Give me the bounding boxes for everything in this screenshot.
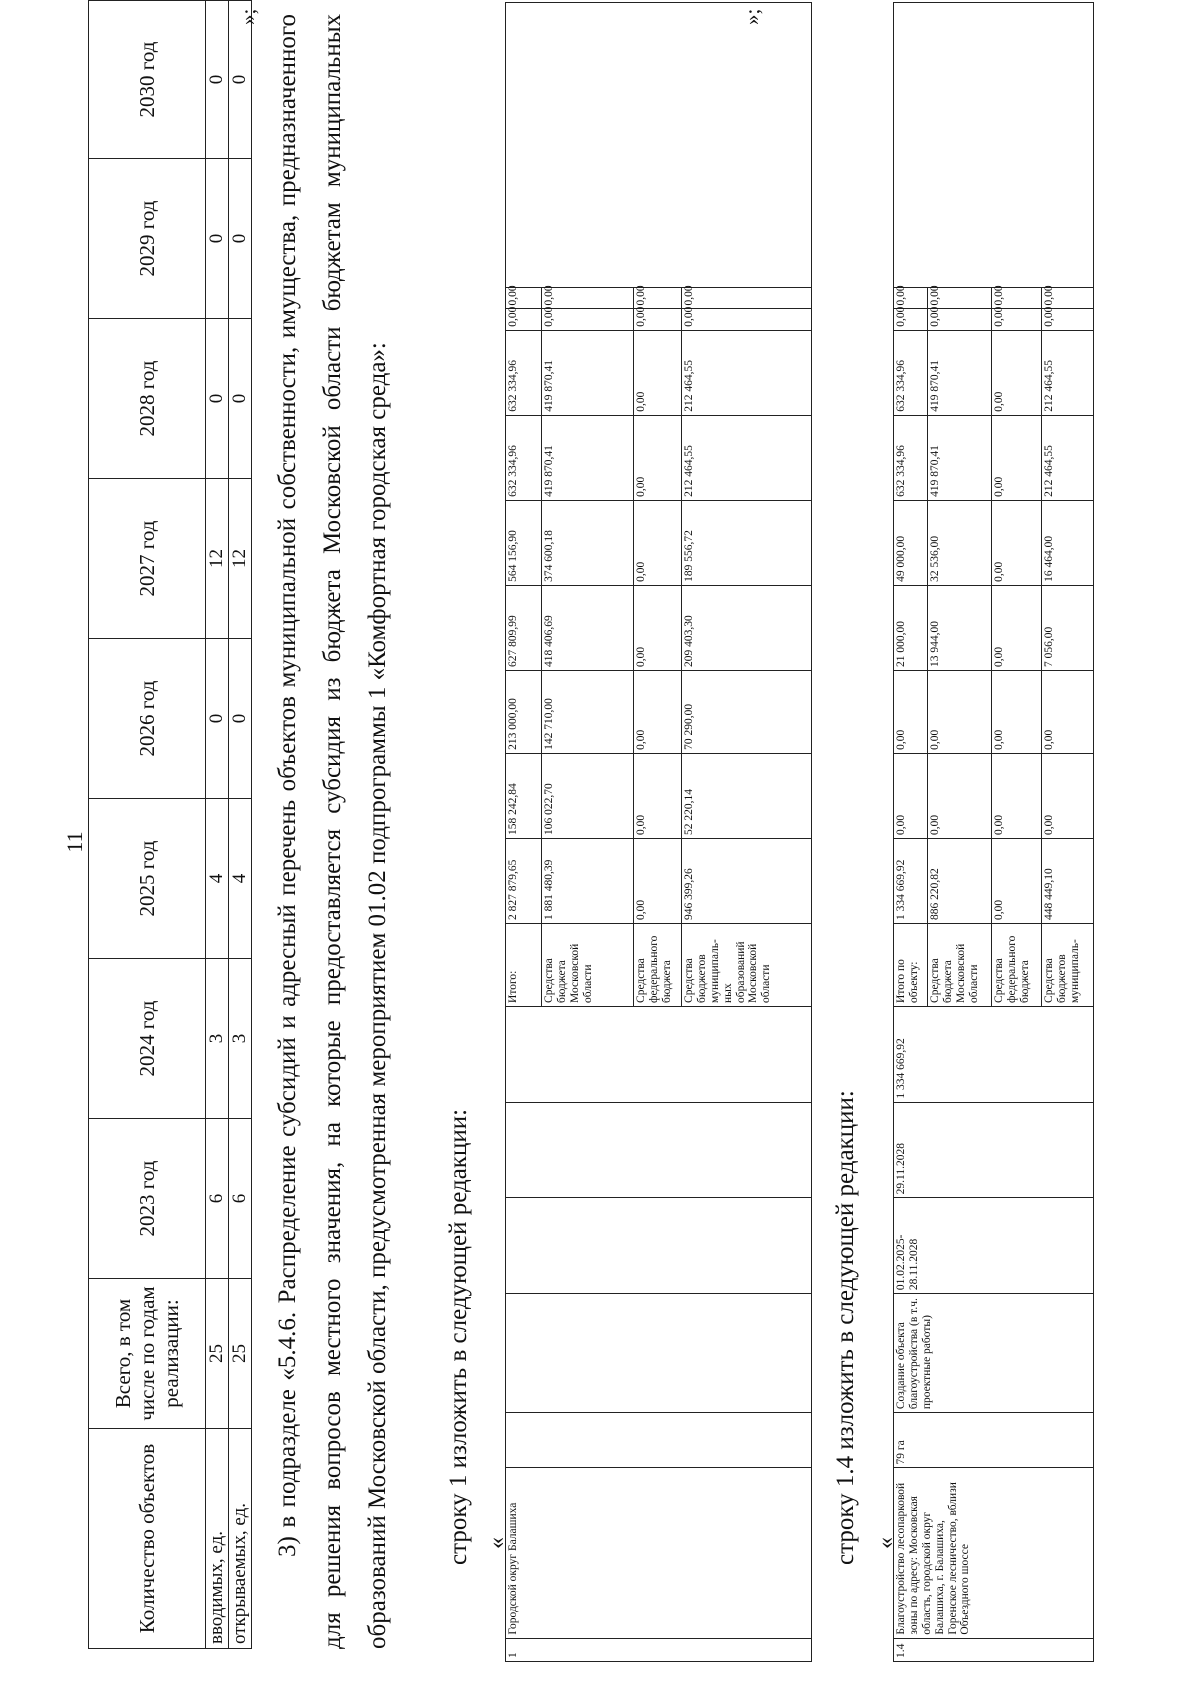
instruction-row-1-4: строку 1.4 изложить в следующей редакции: <box>832 1090 859 1565</box>
cell: 0,00 <box>506 309 542 330</box>
table-row <box>506 3 542 1662</box>
cell: 7 056,00 <box>1042 585 1094 670</box>
cell: 49 000,00 <box>894 500 928 585</box>
cell: 4 <box>206 799 229 959</box>
cell: 0,00 <box>992 500 1042 585</box>
cell: 212 464,55 <box>1042 330 1094 415</box>
cell: 0,00 <box>634 585 682 670</box>
cell: 25 <box>206 1279 229 1429</box>
opening-quote: « <box>873 1537 899 1549</box>
cell: 21 000,00 <box>894 585 928 670</box>
cell: 448 449,10 <box>1042 838 1094 923</box>
cell: 419 870,41 <box>542 330 634 415</box>
cell: 0,00 <box>992 585 1042 670</box>
cell: 212 464,55 <box>682 415 812 500</box>
cell: 213 000,00 <box>506 670 542 753</box>
cell: 0,00 <box>682 309 812 330</box>
cell: 0,00 <box>634 838 682 923</box>
header-2026: 2026 год <box>89 639 206 799</box>
object-name: Благоустройство лесопарковой зоны по адресу: Московская область, городской округ Балашиха, г. Балашиха, Горенское лесничество, вблизи Объездного шоссе <box>894 1468 1094 1638</box>
amendment-paragraph <box>265 14 400 1649</box>
cell: 632 334,96 <box>506 330 542 415</box>
cell: 0 <box>228 1 251 159</box>
cell: 0,00 <box>992 330 1042 415</box>
funding-source: Итого по объекту: <box>894 924 928 1007</box>
cell: 3 <box>206 959 229 1119</box>
cell: 25 <box>228 1279 251 1429</box>
cell: 158 242,84 <box>506 753 542 838</box>
cell: 0,00 <box>542 288 634 309</box>
page-number: 11 <box>62 831 87 853</box>
object-cost: 1 334 669,92 <box>894 1006 1094 1102</box>
funding-source: Итого: <box>506 924 542 1007</box>
header-2030: 2030 год <box>89 1 206 159</box>
header-2028: 2028 год <box>89 319 206 479</box>
cell: 0,00 <box>1042 288 1094 309</box>
closing-quote: »; <box>236 8 260 25</box>
header-2027: 2027 год <box>89 479 206 639</box>
cell: 209 403,30 <box>682 585 812 670</box>
cell: 0,00 <box>634 415 682 500</box>
cell: 0,00 <box>634 670 682 753</box>
opening-quote: « <box>484 1537 510 1549</box>
work-type: Создание объекта благоустройства (в т.ч. проектные работы) <box>894 1294 1094 1413</box>
cell: 0,00 <box>928 309 992 330</box>
cell: 0,00 <box>682 288 812 309</box>
cell: 1 334 669,92 <box>894 838 928 923</box>
cell: 632 334,96 <box>894 415 928 500</box>
closing-quote: »; <box>740 8 764 25</box>
cell: 374 600,18 <box>542 500 634 585</box>
cell: 0,00 <box>894 670 928 753</box>
row-label: открываемых, ед. <box>228 1429 251 1649</box>
cell: 12 <box>206 479 229 639</box>
cell: 0 <box>228 159 251 319</box>
funding-source: Средства бюджетов муниципаль- <box>1042 924 1094 1007</box>
cell: 189 556,72 <box>682 500 812 585</box>
cell: 16 464,00 <box>1042 500 1094 585</box>
funding-source: Средства федерального бюджета <box>634 924 682 1007</box>
cell: 0,00 <box>894 309 928 330</box>
table-row <box>206 1 229 1649</box>
cell: 0 <box>206 639 229 799</box>
cell: 0,00 <box>634 330 682 415</box>
completion-date: 29.11.2028 <box>894 1102 1094 1198</box>
cell: 0,00 <box>928 288 992 309</box>
header-2025: 2025 год <box>89 799 206 959</box>
cell: 142 710,00 <box>542 670 634 753</box>
cell: 632 334,96 <box>506 415 542 500</box>
cell: 0,00 <box>992 415 1042 500</box>
cell: 0,00 <box>928 670 992 753</box>
row-number: 1.4 <box>894 1638 1094 1661</box>
cell: 0 <box>206 159 229 319</box>
object-name: Городской округ Балашиха <box>506 1468 812 1638</box>
row-number: 1 <box>506 1638 812 1661</box>
cell: 632 334,96 <box>894 330 928 415</box>
cell: 0 <box>228 639 251 799</box>
row-1-subsidy-table <box>505 2 812 1662</box>
cell: 419 870,41 <box>542 415 634 500</box>
cell: 0,00 <box>894 753 928 838</box>
cell: 0,00 <box>1042 309 1094 330</box>
cell: 627 809,99 <box>506 585 542 670</box>
cell: 0,00 <box>992 838 1042 923</box>
header-2024: 2024 год <box>89 959 206 1119</box>
cell: 1 881 480,39 <box>542 838 634 923</box>
cell: 70 290,00 <box>682 670 812 753</box>
funding-source: Средства федерального бюджета <box>992 924 1042 1007</box>
instruction-row-1: строку 1 изложить в следующей редакции: <box>445 1108 472 1565</box>
cell: 886 220,82 <box>928 838 992 923</box>
cell: 0,00 <box>992 753 1042 838</box>
row-1-4-subsidy-table <box>893 2 1094 1662</box>
cell: 564 156,90 <box>506 500 542 585</box>
cell: 0,00 <box>542 309 634 330</box>
header-total: Всего, в том числе по годам реализации: <box>89 1279 206 1429</box>
cell: 4 <box>228 799 251 959</box>
cell: 6 <box>206 1119 229 1279</box>
cell: 0,00 <box>928 753 992 838</box>
cell: 0,00 <box>992 309 1042 330</box>
funding-source: Средства бюджета Московской области <box>928 924 992 1007</box>
cell: 0,00 <box>634 500 682 585</box>
cell: 13 944,00 <box>928 585 992 670</box>
cell: 0,00 <box>992 288 1042 309</box>
cell: 0,00 <box>634 288 682 309</box>
cell: 0,00 <box>1042 753 1094 838</box>
cell: 52 220,14 <box>682 753 812 838</box>
cell: 212 464,55 <box>1042 415 1094 500</box>
cell: 0,00 <box>634 753 682 838</box>
cell: 2 827 879,65 <box>506 838 542 923</box>
cell: 212 464,55 <box>682 330 812 415</box>
object-area: 79 га <box>894 1413 1094 1468</box>
cell: 0,00 <box>992 670 1042 753</box>
cell: 419 870,41 <box>928 415 992 500</box>
cell: 6 <box>228 1119 251 1279</box>
funding-source: Средства бюджетов муниципаль-ных образований Московской области <box>682 924 812 1007</box>
header-objects-count: Количество объектов <box>89 1429 206 1649</box>
cell: 3 <box>228 959 251 1119</box>
cell: 32 536,00 <box>928 500 992 585</box>
table-row <box>228 1 251 1649</box>
cell: 106 022,70 <box>542 753 634 838</box>
objects-count-table <box>88 0 252 1649</box>
paragraph-text: 3) в подразделе «5.4.6. Распределение субсидий и адресный перечень объектов муниципальной собственности, имущества, предназначенного для решения вопросов местного значения, на которые предоставляется субсидия из бюджета Московской области бюджетам муниципальных образований Московской области, предусмотренная мероприятием 01.02 подпрограммы 1 «Комфортная городская среда»: <box>274 14 391 1649</box>
cell: 0,00 <box>894 288 928 309</box>
cell: 418 406,69 <box>542 585 634 670</box>
table-row <box>894 3 928 1662</box>
cell: 0,00 <box>506 288 542 309</box>
header-2023: 2023 год <box>89 1119 206 1279</box>
cell: 0,00 <box>1042 670 1094 753</box>
funding-source: Средства бюджета Московской области <box>542 924 634 1007</box>
cell: 12 <box>228 479 251 639</box>
work-dates: 01.02.2025-28.11.2028 <box>894 1198 1094 1294</box>
cell: 0 <box>228 319 251 479</box>
cell: 946 399,26 <box>682 838 812 923</box>
cell: 0,00 <box>634 309 682 330</box>
cell: 0 <box>206 1 229 159</box>
cell: 0 <box>206 319 229 479</box>
cell: 419 870,41 <box>928 330 992 415</box>
header-2029: 2029 год <box>89 159 206 319</box>
row-label: вводимых, ед. <box>206 1429 229 1649</box>
